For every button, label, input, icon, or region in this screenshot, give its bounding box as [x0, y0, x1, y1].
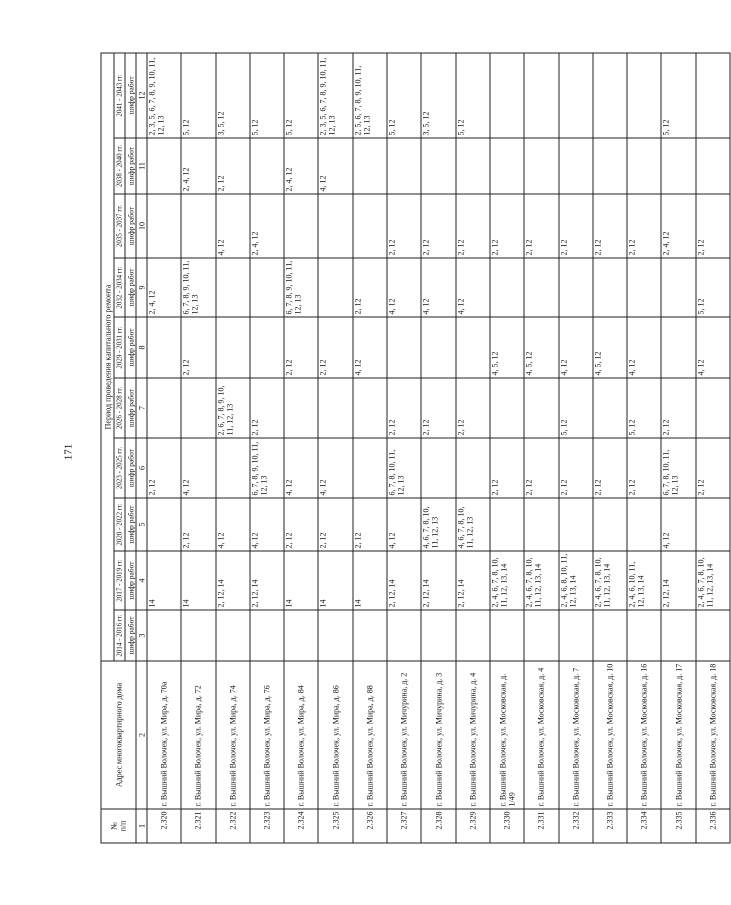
- cipher-cell: 2, 4, 12: [250, 194, 284, 258]
- header-period-8: 2035 - 2037 гг.: [114, 194, 125, 258]
- cipher-cell: [696, 52, 730, 137]
- row-number: 2.332: [559, 809, 593, 843]
- header-period-5: 2026 - 2028 гг.: [114, 378, 125, 438]
- table-row: [181, 52, 215, 842]
- cipher-cell: 2, 6, 7, 8, 9, 10, 11, 12, 13: [216, 378, 250, 438]
- cipher-cell: 2, 12: [147, 438, 181, 498]
- cipher-cell: [490, 52, 524, 137]
- cipher-cell: 4, 12: [696, 317, 730, 378]
- cipher-cell: [387, 138, 421, 194]
- table-row: [216, 52, 250, 842]
- table-row: [147, 52, 181, 842]
- cipher-cell: 2, 12: [593, 438, 627, 498]
- header-cipher-label: шифр работ: [125, 498, 136, 551]
- cipher-cell: 5, 12: [456, 52, 490, 137]
- cipher-cell: 4, 12: [250, 498, 284, 551]
- row-number: 2.336: [696, 809, 730, 843]
- cipher-cell: [490, 610, 524, 661]
- cipher-cell: 4, 12: [181, 438, 215, 498]
- row-address: г. Вышний Волочек, ул. Мичурина, д. 2: [387, 661, 421, 809]
- cipher-cell: 3, 5, 12: [421, 52, 455, 137]
- cipher-cell: 2, 12: [250, 378, 284, 438]
- cipher-cell: 4, 5, 12: [593, 317, 627, 378]
- row-number: 2.333: [593, 809, 627, 843]
- cipher-cell: 4, 12: [216, 498, 250, 551]
- cipher-cell: [627, 138, 661, 194]
- cipher-cell: [456, 138, 490, 194]
- cipher-cell: [421, 317, 455, 378]
- header-cipher-label: шифр работ: [125, 378, 136, 438]
- header-column-number: 6: [136, 438, 147, 498]
- row-address: г. Вышний Волочек, ул. Московская, д. 10: [593, 661, 627, 809]
- header-column-number: 2: [136, 661, 147, 809]
- cipher-cell: 4, 12: [318, 138, 352, 194]
- cipher-cell: [353, 194, 387, 258]
- cipher-cell: 4, 12: [387, 498, 421, 551]
- cipher-cell: [696, 610, 730, 661]
- cipher-cell: 2, 4, 6, 7, 8, 10, 11, 12, 13, 14: [593, 551, 627, 610]
- rotated-table-container: [101, 53, 718, 843]
- cipher-cell: [490, 258, 524, 317]
- header-period-1: 2014 - 2016 гг.: [114, 610, 125, 661]
- cipher-cell: [181, 610, 215, 661]
- cipher-cell: [216, 438, 250, 498]
- cipher-cell: 5, 12: [250, 52, 284, 137]
- row-number: 2.330: [490, 809, 524, 843]
- cipher-cell: 2, 12: [181, 317, 215, 378]
- cipher-cell: [181, 378, 215, 438]
- header-row-column-numbers: [136, 52, 147, 842]
- cipher-cell: 2, 12: [387, 378, 421, 438]
- cipher-cell: 2, 4, 12: [147, 258, 181, 317]
- cipher-cell: [181, 194, 215, 258]
- cipher-cell: 2, 12: [284, 317, 318, 378]
- cipher-cell: 2, 12, 14: [250, 551, 284, 610]
- cipher-cell: 6, 7, 8, 9, 10, 11, 12, 13: [181, 258, 215, 317]
- row-address: г. Вышний Волочек, ул. Мичурина, д. 4: [456, 661, 490, 809]
- cipher-cell: 2, 12: [593, 194, 627, 258]
- cipher-cell: 2, 12: [696, 438, 730, 498]
- header-cipher-label: шифр работ: [125, 317, 136, 378]
- cipher-cell: [559, 52, 593, 137]
- cipher-cell: 2, 4, 12: [284, 138, 318, 194]
- cipher-cell: 2, 4, 12: [661, 194, 695, 258]
- row-address: г. Вышний Волочек, ул. Мира, д. 88: [353, 661, 387, 809]
- cipher-cell: [696, 138, 730, 194]
- row-address: г. Вышний Волочек, ул. Московская, д. 18: [696, 661, 730, 809]
- table-row: [490, 52, 524, 842]
- cipher-cell: [593, 52, 627, 137]
- cipher-cell: 2, 4, 6, 7, 8, 10, 11, 12, 13, 14: [524, 551, 558, 610]
- cipher-cell: 14: [181, 551, 215, 610]
- row-address: г. Вышний Волочек, ул. Московская, д. 7: [559, 661, 593, 809]
- cipher-cell: 4, 12: [559, 317, 593, 378]
- row-address: г. Вышний Волочек, ул. Мира, д. 86: [318, 661, 352, 809]
- cipher-cell: [284, 610, 318, 661]
- cipher-cell: 2, 12: [559, 438, 593, 498]
- row-number: 2.329: [456, 809, 490, 843]
- row-number: 2.334: [627, 809, 661, 843]
- cipher-cell: [318, 194, 352, 258]
- cipher-cell: [353, 138, 387, 194]
- cipher-cell: 6, 7, 8, 10, 11, 12, 13: [661, 438, 695, 498]
- cipher-cell: [147, 317, 181, 378]
- cipher-cell: 14: [284, 551, 318, 610]
- header-num: № п/п: [101, 809, 136, 843]
- cipher-cell: 2, 12: [627, 194, 661, 258]
- row-address: г. Вышний Волочек, ул. Мира, д. 76: [250, 661, 284, 809]
- row-address: г. Вышний Волочек, ул. Московская, д. 17: [661, 661, 695, 809]
- cipher-cell: 4, 5, 12: [490, 317, 524, 378]
- cipher-cell: 2, 12: [627, 438, 661, 498]
- cipher-cell: 6, 7, 8, 10, 11, 12, 13: [387, 438, 421, 498]
- cipher-cell: [593, 498, 627, 551]
- cipher-cell: 2, 12: [490, 194, 524, 258]
- cipher-cell: 4, 12: [387, 258, 421, 317]
- cipher-cell: 2, 12: [318, 498, 352, 551]
- cipher-cell: 4, 12: [318, 438, 352, 498]
- cipher-cell: [216, 317, 250, 378]
- row-number: 2.324: [284, 809, 318, 843]
- cipher-cell: 2, 12: [387, 194, 421, 258]
- table-row: [318, 52, 352, 842]
- cipher-cell: [318, 610, 352, 661]
- cipher-cell: 2, 12: [353, 258, 387, 317]
- header-column-number: 1: [136, 809, 147, 843]
- row-number: 2.320: [147, 809, 181, 843]
- cipher-cell: 5, 12: [627, 378, 661, 438]
- cipher-cell: [147, 138, 181, 194]
- header-cipher-label: шифр работ: [125, 194, 136, 258]
- cipher-cell: 14: [147, 551, 181, 610]
- row-address: г. Вышний Волочек, ул. Мира, д. 70а: [147, 661, 181, 809]
- cipher-cell: [250, 317, 284, 378]
- cipher-cell: [147, 498, 181, 551]
- header-column-number: 9: [136, 258, 147, 317]
- cipher-cell: 2, 12, 14: [421, 551, 455, 610]
- cipher-cell: [284, 378, 318, 438]
- cipher-cell: [353, 610, 387, 661]
- cipher-cell: 2, 12: [696, 194, 730, 258]
- cipher-cell: [593, 378, 627, 438]
- cipher-cell: 4, 12: [353, 317, 387, 378]
- cipher-cell: [250, 258, 284, 317]
- cipher-cell: 2, 4, 6, 10, 11, 12, 13, 14: [627, 551, 661, 610]
- table-row: [661, 52, 695, 842]
- cipher-cell: [559, 498, 593, 551]
- cipher-cell: [661, 258, 695, 317]
- cipher-cell: [661, 317, 695, 378]
- cipher-cell: [216, 258, 250, 317]
- cipher-cell: [318, 258, 352, 317]
- header-period-6: 2029 - 2031 гг.: [114, 317, 125, 378]
- cipher-cell: 4, 12: [661, 498, 695, 551]
- table-row: [250, 52, 284, 842]
- cipher-cell: [524, 52, 558, 137]
- row-number: 2.322: [216, 809, 250, 843]
- cipher-cell: [490, 138, 524, 194]
- cipher-cell: 2, 12, 14: [387, 551, 421, 610]
- header-column-number: 11: [136, 138, 147, 194]
- cipher-cell: 5, 12: [661, 52, 695, 137]
- header-period-7: 2032 - 2034 гг.: [114, 258, 125, 317]
- cipher-cell: 4, 5, 12: [524, 317, 558, 378]
- row-address: г. Вышний Волочек, ул. Мира, д. 74: [216, 661, 250, 809]
- cipher-cell: 2, 12: [456, 378, 490, 438]
- cipher-cell: [421, 438, 455, 498]
- cipher-cell: 2, 5, 6, 7, 8, 9, 10, 11, 12, 13: [353, 52, 387, 137]
- cipher-cell: [559, 258, 593, 317]
- row-address: г. Вышний Волочек, ул. Мичурина, д. 3: [421, 661, 455, 809]
- cipher-cell: 2, 4, 6, 8, 10, 11, 12, 13, 14: [559, 551, 593, 610]
- header-period-4: 2023 - 2025 гг.: [114, 438, 125, 498]
- table-row: [559, 52, 593, 842]
- cipher-cell: [593, 610, 627, 661]
- header-column-number: 5: [136, 498, 147, 551]
- cipher-cell: 6, 7, 8, 9, 10, 11, 12, 13: [250, 438, 284, 498]
- cipher-cell: [456, 610, 490, 661]
- cipher-cell: 2, 12: [559, 194, 593, 258]
- row-number: 2.326: [353, 809, 387, 843]
- cipher-cell: 4, 6, 7, 8, 10, 11, 12, 13: [421, 498, 455, 551]
- cipher-cell: [387, 317, 421, 378]
- cipher-cell: 4, 12: [284, 438, 318, 498]
- cipher-cell: [593, 138, 627, 194]
- table-row: [627, 52, 661, 842]
- header-period-2: 2017 - 2019 гг.: [114, 551, 125, 610]
- cipher-cell: [627, 498, 661, 551]
- cipher-cell: 5, 12: [696, 258, 730, 317]
- cipher-cell: [387, 610, 421, 661]
- cipher-cell: [353, 378, 387, 438]
- cipher-cell: [627, 52, 661, 137]
- cipher-cell: 2, 12: [353, 498, 387, 551]
- cipher-cell: [696, 378, 730, 438]
- cipher-cell: [661, 138, 695, 194]
- cipher-cell: [696, 498, 730, 551]
- cipher-cell: 2, 12: [181, 498, 215, 551]
- row-number: 2.327: [387, 809, 421, 843]
- cipher-cell: 4, 12: [627, 317, 661, 378]
- row-address: г. Вышний Волочек, ул. Московская, д. 16: [627, 661, 661, 809]
- cipher-cell: 14: [318, 551, 352, 610]
- cipher-cell: 2, 12: [524, 438, 558, 498]
- row-number: 2.323: [250, 809, 284, 843]
- header-column-number: 10: [136, 194, 147, 258]
- cipher-cell: [456, 317, 490, 378]
- header-column-number: 7: [136, 378, 147, 438]
- header-cipher-label: шифр работ: [125, 610, 136, 661]
- cipher-cell: 5, 12: [284, 52, 318, 137]
- header-column-number: 4: [136, 551, 147, 610]
- header-column-number: 8: [136, 317, 147, 378]
- cipher-cell: 6, 7, 8, 9, 10, 11, 12, 13: [284, 258, 318, 317]
- cipher-cell: [147, 610, 181, 661]
- cipher-cell: 2, 12: [490, 438, 524, 498]
- capital-repair-schedule-table: [101, 52, 731, 843]
- header-period-title: Период проведения капитального ремонта: [101, 52, 114, 660]
- cipher-cell: 3, 5, 12: [216, 52, 250, 137]
- cipher-cell: 5, 12: [387, 52, 421, 137]
- cipher-cell: 2, 12: [216, 138, 250, 194]
- cipher-cell: [593, 258, 627, 317]
- row-number: 2.325: [318, 809, 352, 843]
- header-cipher-label: шифр работ: [125, 138, 136, 194]
- cipher-cell: [524, 258, 558, 317]
- cipher-cell: 5, 12: [559, 378, 593, 438]
- cipher-cell: [490, 498, 524, 551]
- cipher-cell: 4, 12: [421, 258, 455, 317]
- cipher-cell: 4, 12: [216, 194, 250, 258]
- header-cipher-label: шифр работ: [125, 52, 136, 137]
- cipher-cell: [147, 194, 181, 258]
- cipher-cell: [353, 438, 387, 498]
- cipher-cell: 4, 6, 7, 8, 10, 11, 12, 13: [456, 498, 490, 551]
- cipher-cell: [627, 610, 661, 661]
- cipher-cell: 5, 12: [181, 52, 215, 137]
- header-cipher-label: шифр работ: [125, 438, 136, 498]
- cipher-cell: 2, 12: [318, 317, 352, 378]
- header-cipher-label: шифр работ: [125, 258, 136, 317]
- cipher-cell: 2, 4, 6, 7, 8, 10, 11, 12, 13, 14: [490, 551, 524, 610]
- page-number: 171: [62, 443, 75, 461]
- cipher-cell: [250, 138, 284, 194]
- cipher-cell: 2, 12: [661, 378, 695, 438]
- cipher-cell: [661, 610, 695, 661]
- cipher-cell: 2, 12: [421, 378, 455, 438]
- cipher-cell: 2, 3, 5, 6, 7, 8, 9, 10, 11, 12, 13: [318, 52, 352, 137]
- cipher-cell: 2, 3, 5, 6, 7, 8, 9, 10, 11, 12, 13: [147, 52, 181, 137]
- row-number: 2.331: [524, 809, 558, 843]
- table-row: [696, 52, 730, 842]
- header-address: Адрес многоквартирного дома: [101, 661, 136, 809]
- cipher-cell: 14: [353, 551, 387, 610]
- cipher-cell: [490, 378, 524, 438]
- cipher-cell: [456, 438, 490, 498]
- cipher-cell: [421, 610, 455, 661]
- cipher-cell: 2, 12: [456, 194, 490, 258]
- table-row: [524, 52, 558, 842]
- cipher-cell: [524, 498, 558, 551]
- cipher-cell: [627, 258, 661, 317]
- row-address: г. Вышний Волочек, ул. Московская, д. 1/49: [490, 661, 524, 809]
- cipher-cell: [559, 610, 593, 661]
- table-row: [353, 52, 387, 842]
- cipher-cell: [421, 138, 455, 194]
- header-cipher-label: шифр работ: [125, 551, 136, 610]
- row-address: г. Вышний Волочек, ул. Мира, д. 72: [181, 661, 215, 809]
- cipher-cell: 2, 12: [524, 194, 558, 258]
- header-period-3: 2020 - 2022 гг.: [114, 498, 125, 551]
- header-column-number: 12: [136, 52, 147, 137]
- cipher-cell: 2, 12, 14: [661, 551, 695, 610]
- cipher-cell: 2, 12: [284, 498, 318, 551]
- header-column-number: 3: [136, 610, 147, 661]
- cipher-cell: [147, 378, 181, 438]
- table-row: [456, 52, 490, 842]
- table-row: [421, 52, 455, 842]
- cipher-cell: 2, 4, 12: [181, 138, 215, 194]
- header-row-period: [101, 52, 114, 842]
- table-row: [284, 52, 318, 842]
- cipher-cell: 2, 12, 14: [216, 551, 250, 610]
- cipher-cell: [559, 138, 593, 194]
- cipher-cell: 2, 4, 6, 7, 8, 10, 11, 12, 13, 14: [696, 551, 730, 610]
- cipher-cell: 2, 12, 14: [456, 551, 490, 610]
- cipher-cell: [524, 138, 558, 194]
- cipher-cell: [524, 378, 558, 438]
- cipher-cell: 2, 12: [421, 194, 455, 258]
- cipher-cell: [250, 610, 284, 661]
- cipher-cell: [216, 610, 250, 661]
- header-period-9: 2038 - 2040 гг.: [114, 138, 125, 194]
- row-number: 2.321: [181, 809, 215, 843]
- table-row: [593, 52, 627, 842]
- cipher-cell: [318, 378, 352, 438]
- cipher-cell: 4, 12: [456, 258, 490, 317]
- cipher-cell: [524, 610, 558, 661]
- row-number: 2.335: [661, 809, 695, 843]
- cipher-cell: [284, 194, 318, 258]
- header-period-10: 2041 - 2043 гг.: [114, 52, 125, 137]
- row-address: г. Вышний Волочек, ул. Московская, д. 4: [524, 661, 558, 809]
- table-row: [387, 52, 421, 842]
- row-number: 2.328: [421, 809, 455, 843]
- row-address: г. Вышний Волочек, ул. Мира, д. 84: [284, 661, 318, 809]
